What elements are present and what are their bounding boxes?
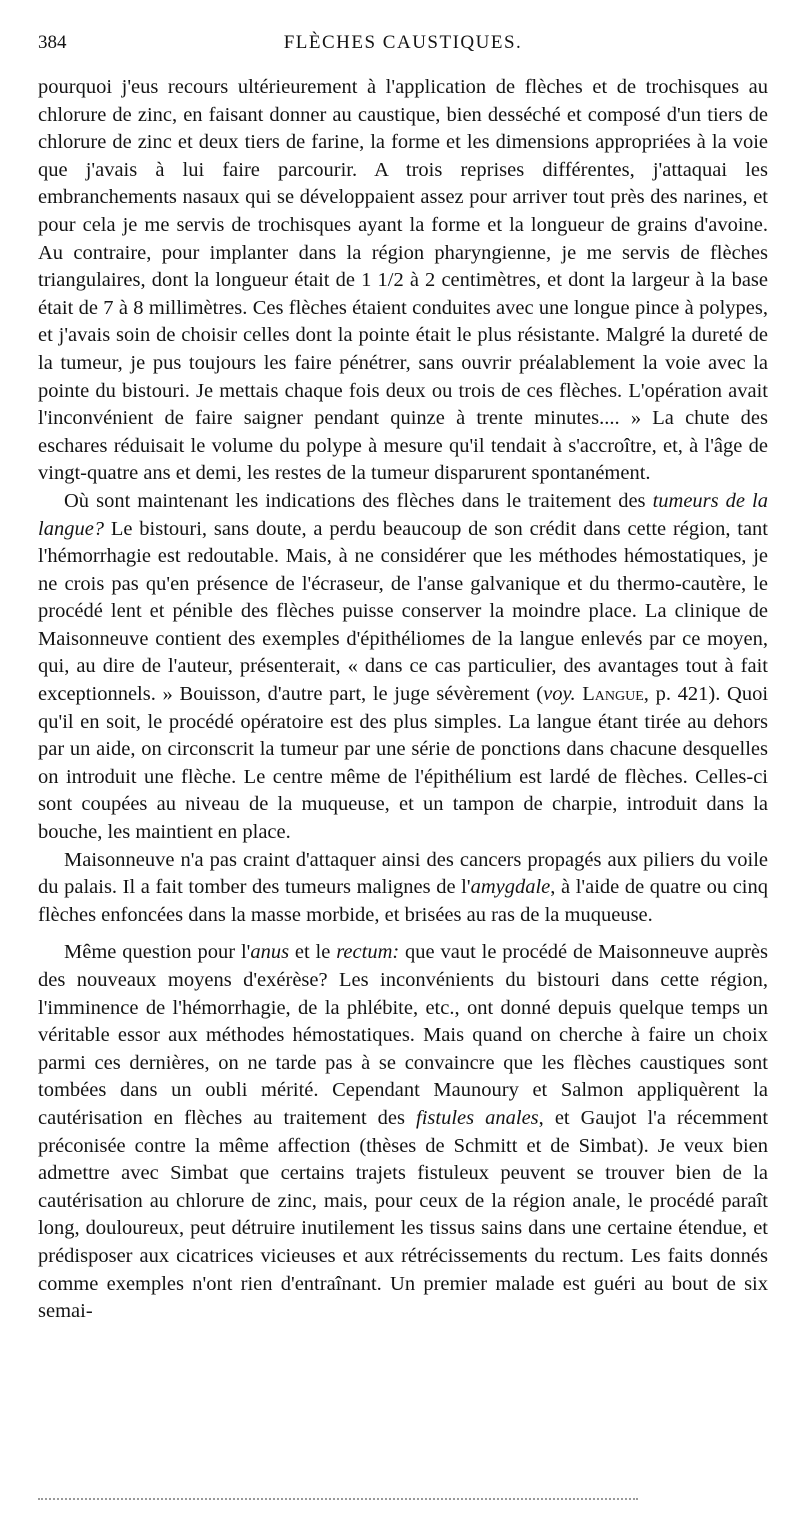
- italic-term: anus: [250, 941, 290, 964]
- footer-dotted-rule: [38, 1498, 638, 1500]
- paragraph-2: Où sont maintenant les indications des flèches dans le traitement des tumeurs de la langue? Le bistouri, sans doute, a perdu beaucoup de son crédit dans cette région, tant l'hémorrhagie est redoutable. Mais, à ne considérer que les méthodes hémostatiques, je ne crois pas qu'en présence de l'écraseur, de l'anse galvanique et du thermo-cautère, le procédé lent et pénible des flèches puisse conserver la moindre place. La clinique de Maisonneuve contient des exemples d'épithéliomes de la langue enlevés par ce moyen, qui, au dire de l'auteur, présenterait, « dans ce cas particulier, des avantages tout à fait exceptionnels. » Bouisson, d'autre part, le juge sévèrement (voy. Langue, p. 421). Quoi qu'il en soit, le procédé opératoire est des plus simples. La langue étant tirée au dehors par un aide, on circonscrit la tumeur par une série de ponctions dans chacune desquelles on introduit une flèche. Le centre même de l'épithélium est lardé de flèches. Celles-ci sont coupées au niveau de la muqueuse, et un tampon de charpie, introduit dans la bouche, les maintient en place.: [38, 489, 769, 844]
- italic-term: voy.: [543, 683, 576, 706]
- book-page: [38, 30, 768, 1326]
- paragraph-1: pourquoi j'eus recours ultérieurement à l'application de flèches et de trochisques au chlorure de zinc, en faisant donner au caustique, bien desséché et composé d'un tiers de chlorure de zinc et deux tiers de farine, la forme et les dimensions appropriées à la voie que j'avais à lui faire parcourir. A trois reprises différentes, j'attaquai les embranchements nasaux qui se développaient assez pour arriver tout près des narines, et pour cela je me servis de trochisques ayant la forme et la longueur de grains d'avoine. Au contraire, pour implanter dans la région pharyngienne, je me servis de flèches triangulaires, dont la longueur était de 1 1/2 à 2 centimètres, et dont la largeur à la base était de 7 à 8 millimètres. Ces flèches étaient conduites avec une longue pince à polypes, et j'avais soin de choisir celles dont la pointe était le plus résistante. Malgré la dureté de la tumeur, je pus toujours les faire pénétrer, sans ouvrir préalablement la voie avec la pointe du bistouri. Je mettais chaque fois deux ou trois de ces flèches. L'opération avait l'inconvénient de faire saigner pendant quinze à trente minutes.... » La chute des eschares réduisait le volume du polype à mesure qu'il tendait à s'accroître, et, à l'âge de vingt-quatre ans et demi, les restes de la tumeur disparurent spontanément.: [38, 76, 768, 485]
- paragraph-3: Maisonneuve n'a pas craint d'attaquer ainsi des cancers propagés aux piliers du voile du palais. Il a fait tomber des tumeurs malignes de l'amygdale, à l'aide de quatre ou cinq flèches enfoncées dans la masse morbide, et brisées au ras de la muqueuse.: [38, 848, 768, 926]
- italic-term: rectum:: [336, 941, 400, 964]
- page-number: 384: [38, 32, 67, 53]
- running-title: FLÈCHES CAUSTIQUES.: [283, 32, 523, 53]
- paragraph-4: Même question pour l'anus et le rectum: que vaut le procédé de Maisonneuve auprès des nouveaux moyens d'exérèse? Les inconvénients du bistouri dans cette région, l'imminence de l'hémorrhagie, de la phlébite, etc., ont donné depuis quelque temps un véritable essor aux méthodes hémostatiques. Mais quand on cherche à faire un choix parmi ces dernières, on ne tarde pas à se convaincre que les flèches caustiques sont tombées dans un oubli mérité. Cependant Maunoury et Salmon appliquèrent la cautérisation en flèches au traitement des fistules anales, et Gaujot l'a récemment préconisée contre la même affection (thèses de Schmitt et de Simbat). Je veux bien admettre avec Simbat que certains trajets fistuleux peuvent se trouver bien de la cautérisation au chlorure de zinc, mais, pour ceux de la région anale, le procédé paraît long, douloureux, peut détruire inutilement les tissus sains dans une certaine étendue, et prédisposer aux cicatrices vicieuses et aux rétrécissements du rectum. Les faits donnés comme exemples n'ont rien d'entraînant. Un premier malade est guéri au bout de six semai-: [38, 941, 769, 1323]
- italic-term: tumeurs de la langue?: [38, 489, 768, 540]
- italic-term: amygdale: [470, 876, 551, 899]
- small-caps-reference: Langue: [575, 683, 644, 706]
- italic-term: fistules anales: [416, 1106, 539, 1129]
- running-header: [38, 30, 768, 56]
